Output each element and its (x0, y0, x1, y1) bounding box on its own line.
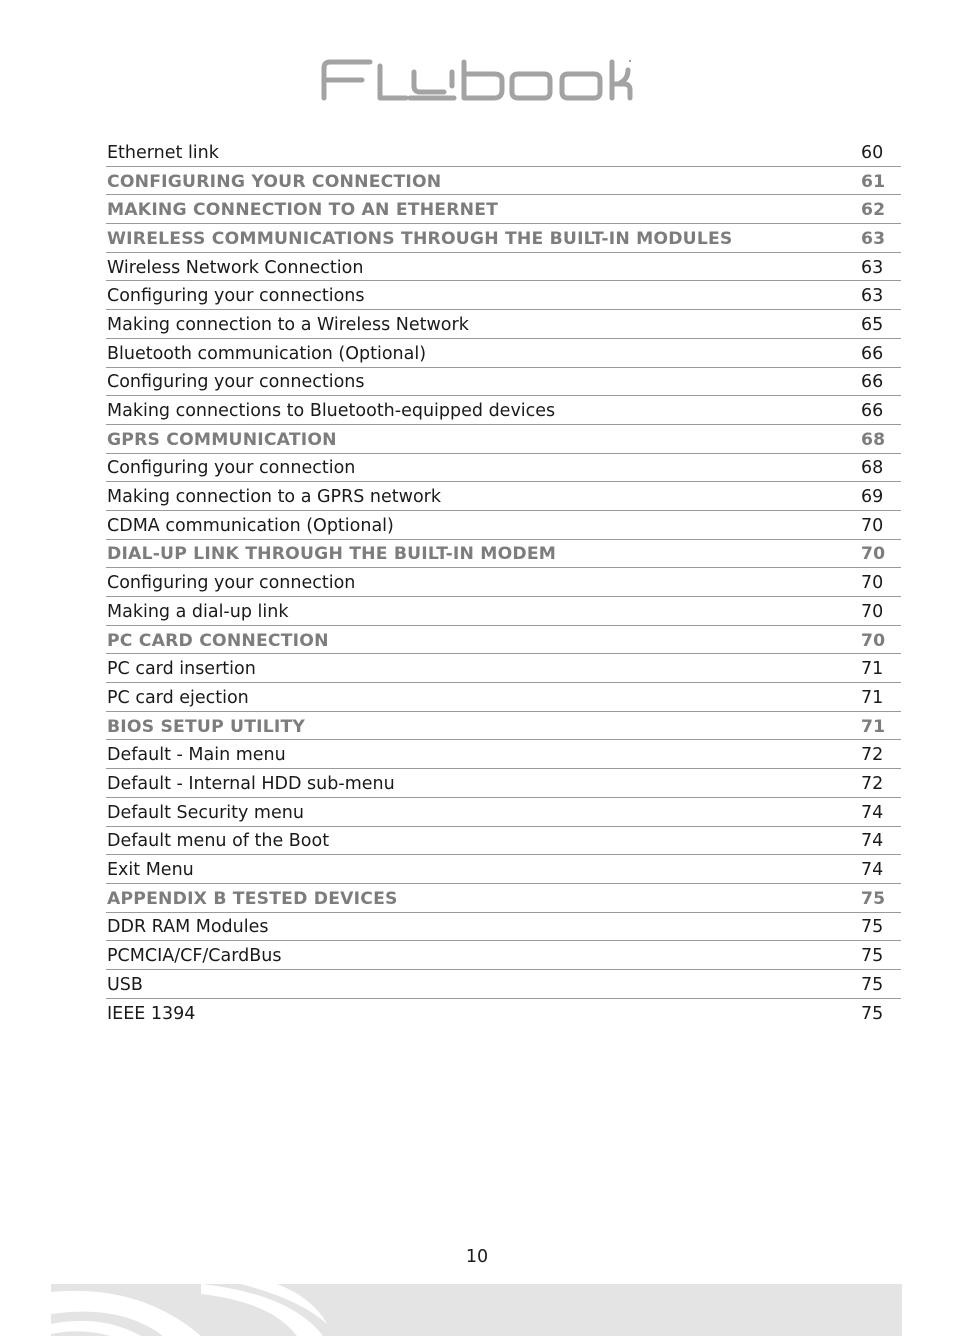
toc-entry[interactable] (106, 769, 901, 798)
toc-entry-page: 63 (861, 257, 884, 278)
footer-band (51, 1284, 902, 1336)
toc-entry-title: Making connection to a GPRS network (107, 487, 441, 508)
toc-entry[interactable] (106, 827, 901, 856)
toc-entry-page: 72 (861, 745, 884, 766)
toc-entry-title: Configuring your connections (107, 286, 365, 307)
toc-entry-title: USB (107, 974, 143, 995)
toc-entry-page: 75 (861, 1003, 884, 1024)
toc-section-heading[interactable] (106, 626, 901, 655)
toc-entry-title: PC card ejection (107, 687, 249, 708)
toc-section-heading[interactable] (106, 540, 901, 569)
swoosh-decoration (51, 1284, 902, 1336)
toc-entry-title: Default menu of the Boot (107, 831, 330, 852)
toc-entry-page: 60 (861, 142, 884, 163)
flybook-logo (318, 56, 634, 104)
toc-entry-title: MAKING CONNECTION TO AN ETHERNET (107, 200, 499, 221)
toc-entry-page: 65 (861, 314, 884, 335)
toc-entry-title: CDMA communication (Optional) (107, 515, 394, 536)
toc-entry-title: Making connections to Bluetooth-equipped devices (107, 401, 556, 422)
toc-entry-title: DDR RAM Modules (107, 917, 269, 938)
toc-entry[interactable] (106, 339, 901, 368)
toc-entry[interactable] (106, 511, 901, 540)
toc-entry-page: 71 (861, 687, 884, 708)
table-of-contents (106, 138, 901, 1027)
toc-entry-title: APPENDIX B TESTED DEVICES (107, 888, 398, 909)
toc-entry-title: IEEE 1394 (107, 1003, 196, 1024)
toc-entry-page: 69 (861, 487, 884, 508)
toc-entry-title: PC CARD CONNECTION (107, 630, 329, 651)
page-number: 10 (465, 1247, 489, 1267)
toc-entry-page: 75 (861, 917, 884, 938)
toc-entry[interactable] (106, 683, 901, 712)
toc-entry-page: 63 (861, 228, 886, 249)
toc-entry-page: 71 (861, 659, 884, 680)
toc-entry-title: Wireless Network Connection (107, 257, 364, 278)
toc-entry-page: 75 (861, 888, 886, 909)
toc-entry-title: BIOS SETUP UTILITY (107, 716, 306, 737)
toc-entry-page: 62 (861, 200, 886, 221)
toc-entry-page: 70 (861, 544, 886, 565)
toc-entry[interactable] (106, 568, 901, 597)
toc-entry[interactable] (106, 138, 901, 167)
toc-entry-page: 66 (861, 372, 884, 393)
toc-entry-title: Configuring your connection (107, 458, 356, 479)
toc-entry[interactable] (106, 253, 901, 282)
toc-entry[interactable] (106, 999, 901, 1028)
toc-entry-title: PC card insertion (107, 659, 256, 680)
toc-entry-title: GPRS COMMUNICATION (107, 429, 337, 450)
toc-entry-page: 63 (861, 286, 884, 307)
toc-entry-title: Default Security menu (107, 802, 304, 823)
toc-entry-title: Making a dial-up link (107, 601, 289, 622)
toc-entry-page: 68 (861, 429, 886, 450)
toc-entry-title: WIRELESS COMMUNICATIONS THROUGH THE BUILT-IN MODULES (107, 228, 733, 249)
toc-entry-page: 74 (861, 802, 884, 823)
toc-entry[interactable] (106, 396, 901, 425)
toc-entry-title: Making connection to a Wireless Network (107, 314, 469, 335)
toc-entry-title: PCMCIA/CF/CardBus (107, 946, 282, 967)
toc-entry-title: Default - Main menu (107, 745, 286, 766)
toc-entry-page: 75 (861, 946, 884, 967)
toc-entry-page: 74 (861, 831, 884, 852)
toc-entry[interactable] (106, 654, 901, 683)
toc-entry-page: 72 (861, 773, 884, 794)
toc-entry-page: 68 (861, 458, 884, 479)
toc-entry[interactable] (106, 855, 901, 884)
toc-entry-page: 75 (861, 974, 884, 995)
toc-entry-title: Bluetooth communication (Optional) (107, 343, 427, 364)
toc-entry[interactable] (106, 454, 901, 483)
toc-entry-page: 70 (861, 630, 886, 651)
toc-entry-page: 66 (861, 343, 884, 364)
toc-entry[interactable] (106, 740, 901, 769)
toc-entry-title: Exit Menu (107, 860, 194, 881)
toc-entry[interactable] (106, 798, 901, 827)
toc-entry-title: Configuring your connection (107, 573, 356, 594)
toc-entry[interactable] (106, 368, 901, 397)
toc-section-heading[interactable] (106, 167, 901, 196)
toc-entry-page: 66 (861, 401, 884, 422)
toc-entry[interactable] (106, 310, 901, 339)
toc-section-heading[interactable] (106, 195, 901, 224)
toc-entry[interactable] (106, 597, 901, 626)
toc-entry-title: Ethernet link (107, 142, 219, 163)
toc-section-heading[interactable] (106, 224, 901, 253)
toc-section-heading[interactable] (106, 425, 901, 454)
toc-entry[interactable] (106, 941, 901, 970)
toc-entry-title: Default - Internal HDD sub-menu (107, 773, 395, 794)
toc-entry-page: 71 (861, 716, 886, 737)
toc-entry-title: CONFIGURING YOUR CONNECTION (107, 171, 442, 192)
toc-section-heading[interactable] (106, 884, 901, 913)
toc-entry-page: 70 (861, 601, 884, 622)
toc-entry-page: 70 (861, 515, 884, 536)
toc-entry[interactable] (106, 281, 901, 310)
toc-entry[interactable] (106, 913, 901, 942)
toc-entry-title: DIAL-UP LINK THROUGH THE BUILT-IN MODEM (107, 544, 557, 565)
toc-entry-title: Configuring your connections (107, 372, 365, 393)
toc-section-heading[interactable] (106, 712, 901, 741)
toc-entry-page: 61 (861, 171, 886, 192)
toc-entry-page: 70 (861, 573, 884, 594)
toc-entry[interactable] (106, 482, 901, 511)
toc-entry-page: 74 (861, 860, 884, 881)
toc-entry[interactable] (106, 970, 901, 999)
